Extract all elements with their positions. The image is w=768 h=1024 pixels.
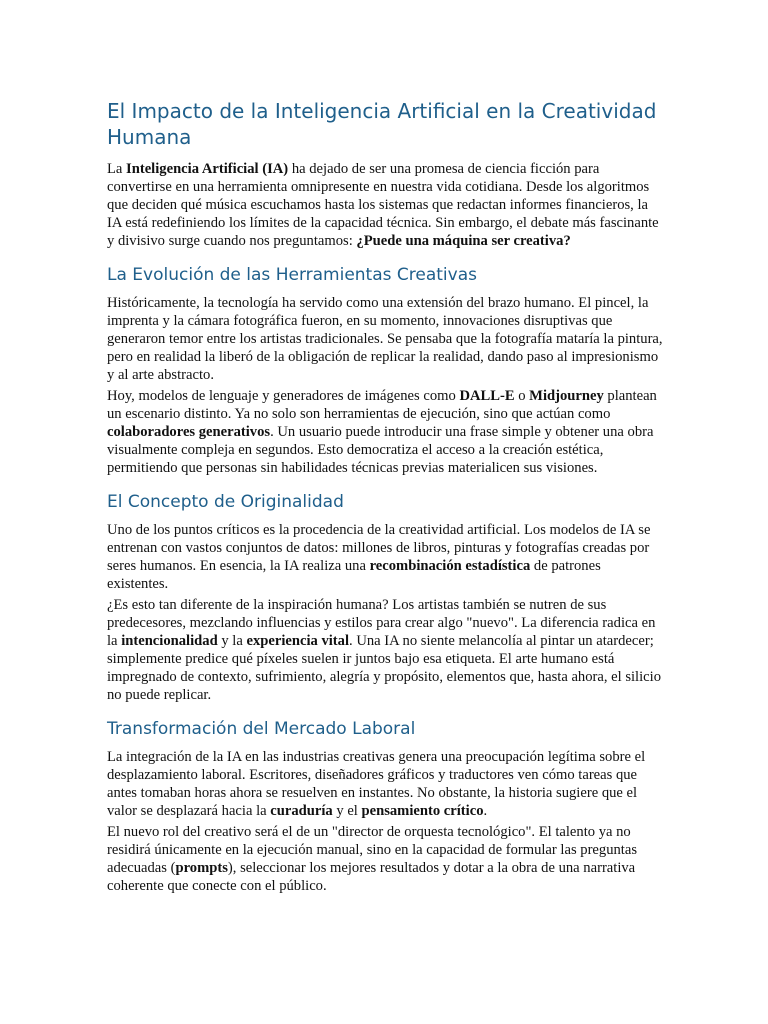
bold-text: curaduría [270, 803, 333, 819]
bold-text: intencionalidad [121, 633, 218, 649]
bold-text: Inteligencia Artificial (IA) [126, 161, 289, 177]
bold-text: prompts [175, 860, 228, 876]
section-evolucion [107, 264, 663, 477]
section-paragraph: Hoy, modelos de lenguaje y generadores de imágenes como DALL-E o Midjourney plantean un escenario distinto. Ya no solo son herramientas de ejecución, sino que actúan como colaboradores generativos. Un usuario puede introducir una frase simple y obtener una obra visualmente compleja en segundos. Esto democratiza el acceso a la creación estética, permitiendo que personas sin habilidades técnicas previas materialicen sus visiones. [107, 388, 657, 476]
section-heading: Transformación del Mercado Laboral [107, 719, 416, 739]
section-heading: La Evolución de las Herramientas Creativas [107, 265, 477, 285]
bold-text: ¿Puede una máquina ser creativa? [356, 233, 571, 249]
section-heading: El Concepto de Originalidad [107, 492, 344, 512]
document-title: El Impacto de la Inteligencia Artificial en la Creatividad Humana [107, 99, 657, 149]
bold-text: colaboradores generativos [107, 424, 271, 440]
section-mercado-laboral [107, 718, 663, 895]
bold-text: recombinación estadística [369, 558, 531, 574]
bold-text: pensamiento crítico [361, 803, 484, 819]
section-paragraph: La integración de la IA en las industrias creativas genera una preocupación legítima sobre el desplazamiento laboral. Escritores, diseñadores gráficos y traductores ven cómo tareas que antes tomaban horas ahora se resuelven en instantes. No obstante, la historia sugiere que el valor se desplazará hacia la curaduría y el pensamiento crítico. [107, 749, 646, 819]
section-paragraph: El nuevo rol del creativo será el de un "director de orquesta tecnológico". El talento ya no residirá únicamente en la ejecución manual, sino en la capacidad de formular las preguntas adecuadas (prompts), seleccionar los mejores resultados y dotar a la obra de una narrativa coherente que conecte con el público. [107, 824, 638, 894]
bold-text: DALL-E [459, 388, 515, 404]
section-paragraph: ¿Es esto tan diferente de la inspiración humana? Los artistas también se nutren de sus predecesores, mezclando influencias y estilos para crear algo "nuevo". La diferencia radica en la intencionalidad y la experiencia vital. Una IA no siente melancolía al pintar un atardecer; simplemente predice qué píxeles suelen ir juntos bajo esa etiqueta. El arte humano está impregnado de contexto, sufrimiento, alegría y propósito, elementos que, hasta ahora, el silicio no puede replicar. [107, 597, 661, 703]
bold-text: Midjourney [529, 388, 604, 404]
section-paragraph: Históricamente, la tecnología ha servido como una extensión del brazo humano. El pincel, la imprenta y la cámara fotográfica fueron, en su momento, innovaciones disruptivas que generaron temor entre los artistas tradicionales. Se pensaba que la fotografía mataría la pintura, pero en realidad la liberó de la obligación de replicar la realidad, dando paso al impresionismo y al arte abstracto. [107, 295, 663, 383]
document-page [107, 98, 663, 909]
section-originalidad [107, 491, 663, 704]
intro-paragraph: La Inteligencia Artificial (IA) ha dejado de ser una promesa de ciencia ficción para convertirse en una herramienta omnipresente en nuestra vida cotidiana. Desde los algoritmos que deciden qué música escuchamos hasta los sistemas que redactan informes financieros, la IA está redefiniendo los límites de la capacidad técnica. Sin embargo, el debate más fascinante y divisivo surge cuando nos preguntamos: ¿Puede una máquina ser creativa? [107, 161, 659, 249]
bold-text: experiencia vital [246, 633, 350, 649]
section-paragraph: Uno de los puntos críticos es la procedencia de la creatividad artificial. Los modelos de IA se entrenan con vastos conjuntos de datos: millones de libros, pinturas y fotografías creadas por seres humanos. En esencia, la IA realiza una recombinación estadística de patrones existentes. [107, 522, 651, 592]
